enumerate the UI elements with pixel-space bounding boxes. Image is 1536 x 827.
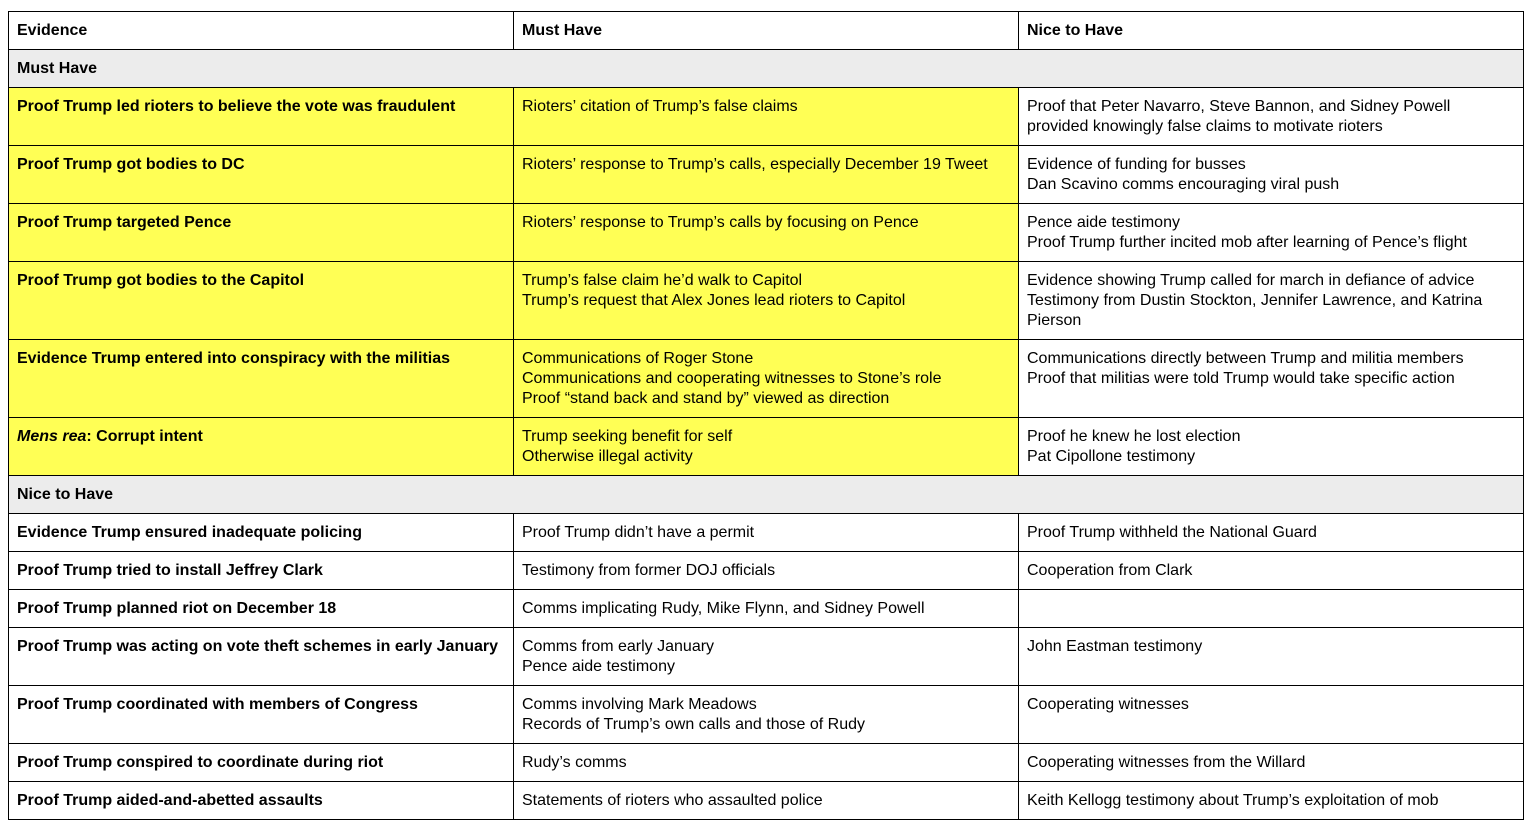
table-row xyxy=(9,744,1524,782)
header-row xyxy=(9,12,1524,50)
nice-to-have-cell xyxy=(1019,340,1524,418)
table-row xyxy=(9,340,1524,418)
evidence-cell: Proof Trump got bodies to the Capitol xyxy=(9,262,514,340)
section-row-must-have xyxy=(9,50,1524,88)
nice-to-have-cell xyxy=(1019,628,1524,686)
nice-to-have-cell xyxy=(1019,146,1524,204)
evidence-cell: Proof Trump coordinated with members of Congress xyxy=(9,686,514,744)
nice-to-have-cell xyxy=(1019,686,1524,744)
nice-to-have-cell xyxy=(1019,418,1524,476)
header-must-have: Must Have xyxy=(514,12,1019,50)
evidence-cell: Proof Trump was acting on vote theft schemes in early January xyxy=(9,628,514,686)
evidence-cell: Proof Trump got bodies to DC xyxy=(9,146,514,204)
must-have-cell xyxy=(514,782,1019,820)
nice-to-have-item: Evidence showing Trump called for march in defiance of advice xyxy=(1027,272,1475,289)
nice-to-have-item: Pat Cipollone testimony xyxy=(1027,448,1196,465)
nice-to-have-cell xyxy=(1019,204,1524,262)
nice-to-have-item: Evidence of funding for busses xyxy=(1027,156,1246,173)
must-have-cell xyxy=(514,146,1019,204)
must-have-item: Comms involving Mark Meadows xyxy=(522,696,757,713)
section-title: Nice to Have xyxy=(9,476,1524,514)
evidence-cell: Proof Trump targeted Pence xyxy=(9,204,514,262)
nice-to-have-cell xyxy=(1019,514,1524,552)
evidence-cell: Proof Trump tried to install Jeffrey Clark xyxy=(9,552,514,590)
must-have-item: Testimony from former DOJ officials xyxy=(522,562,776,579)
nice-to-have-cell xyxy=(1019,782,1524,820)
must-have-cell xyxy=(514,418,1019,476)
nice-to-have-item: Communications directly between Trump and militia members xyxy=(1027,350,1464,367)
must-have-item: Trump’s request that Alex Jones lead rioters to Capitol xyxy=(522,292,906,309)
must-have-item: Trump seeking benefit for self xyxy=(522,428,733,445)
table-row xyxy=(9,204,1524,262)
nice-to-have-cell xyxy=(1019,744,1524,782)
must-have-item: Trump’s false claim he’d walk to Capitol xyxy=(522,272,803,289)
nice-to-have-cell xyxy=(1019,552,1524,590)
must-have-item: Comms from early January xyxy=(522,638,715,655)
nice-to-have-cell xyxy=(1019,88,1524,146)
must-have-cell xyxy=(514,262,1019,340)
nice-to-have-item: Testimony from Dustin Stockton, Jennifer Lawrence, and Katrina Pierson xyxy=(1027,292,1483,329)
table-row xyxy=(9,88,1524,146)
nice-to-have-item: Dan Scavino comms encouraging viral push xyxy=(1027,176,1340,193)
must-have-cell xyxy=(514,204,1019,262)
nice-to-have-item: John Eastman testimony xyxy=(1027,638,1203,655)
nice-to-have-item: Cooperating witnesses xyxy=(1027,696,1189,713)
must-have-item: Communications of Roger Stone xyxy=(522,350,754,367)
evidence-text: : Corrupt intent xyxy=(86,428,203,445)
header-evidence: Evidence xyxy=(9,12,514,50)
must-have-item: Rioters’ response to Trump’s calls by focusing on Pence xyxy=(522,214,919,231)
must-have-item: Rioters’ citation of Trump’s false claims xyxy=(522,98,798,115)
nice-to-have-item: Keith Kellogg testimony about Trump’s exploitation of mob xyxy=(1027,792,1439,809)
must-have-item: Proof Trump didn’t have a permit xyxy=(522,524,755,541)
nice-to-have-cell xyxy=(1019,590,1524,628)
nice-to-have-item: Cooperating witnesses from the Willard xyxy=(1027,754,1306,771)
table-row xyxy=(9,514,1524,552)
table-row xyxy=(9,686,1524,744)
must-have-cell xyxy=(514,744,1019,782)
must-have-cell xyxy=(514,628,1019,686)
must-have-item: Proof “stand back and stand by” viewed as direction xyxy=(522,390,890,407)
must-have-cell xyxy=(514,88,1019,146)
nice-to-have-item: Proof that Peter Navarro, Steve Bannon, and Sidney Powell provided knowingly false claims to motivate rioters xyxy=(1027,98,1451,135)
must-have-cell xyxy=(514,590,1019,628)
table-row xyxy=(9,418,1524,476)
evidence-cell: Proof Trump planned riot on December 18 xyxy=(9,590,514,628)
section-row-nice-to-have xyxy=(9,476,1524,514)
must-have-item: Otherwise illegal activity xyxy=(522,448,693,465)
evidence-cell: Evidence Trump ensured inadequate policing xyxy=(9,514,514,552)
table-row xyxy=(9,590,1524,628)
must-have-item: Rudy’s comms xyxy=(522,754,627,771)
nice-to-have-cell xyxy=(1019,262,1524,340)
evidence-cell: Proof Trump led rioters to believe the vote was fraudulent xyxy=(9,88,514,146)
evidence-cell: Evidence Trump entered into conspiracy with the militias xyxy=(9,340,514,418)
must-have-item: Rioters’ response to Trump’s calls, especially December 19 Tweet xyxy=(522,156,988,173)
must-have-item: Comms implicating Rudy, Mike Flynn, and Sidney Powell xyxy=(522,600,925,617)
must-have-cell xyxy=(514,340,1019,418)
evidence-cell xyxy=(9,418,514,476)
must-have-cell xyxy=(514,514,1019,552)
must-have-cell xyxy=(514,552,1019,590)
must-have-item: Statements of rioters who assaulted police xyxy=(522,792,823,809)
evidence-italic-term: Mens rea xyxy=(17,428,87,445)
header-nice-to-have: Nice to Have xyxy=(1019,12,1524,50)
nice-to-have-item: Cooperation from Clark xyxy=(1027,562,1193,579)
nice-to-have-item: Proof he knew he lost election xyxy=(1027,428,1241,445)
nice-to-have-item: Pence aide testimony xyxy=(1027,214,1180,231)
nice-to-have-item: Proof Trump further incited mob after learning of Pence’s flight xyxy=(1027,234,1467,251)
nice-to-have-item: Proof Trump withheld the National Guard xyxy=(1027,524,1317,541)
table-row xyxy=(9,262,1524,340)
table-row xyxy=(9,782,1524,820)
table-row xyxy=(9,552,1524,590)
table-row xyxy=(9,146,1524,204)
evidence-cell: Proof Trump conspired to coordinate during riot xyxy=(9,744,514,782)
must-have-item: Communications and cooperating witnesses to Stone’s role xyxy=(522,370,942,387)
must-have-item: Records of Trump’s own calls and those of Rudy xyxy=(522,716,865,733)
must-have-item: Pence aide testimony xyxy=(522,658,675,675)
must-have-cell xyxy=(514,686,1019,744)
evidence-cell: Proof Trump aided-and-abetted assaults xyxy=(9,782,514,820)
section-title: Must Have xyxy=(9,50,1524,88)
table-row xyxy=(9,628,1524,686)
nice-to-have-item: Proof that militias were told Trump would take specific action xyxy=(1027,370,1455,387)
evidence-table xyxy=(8,11,1524,820)
